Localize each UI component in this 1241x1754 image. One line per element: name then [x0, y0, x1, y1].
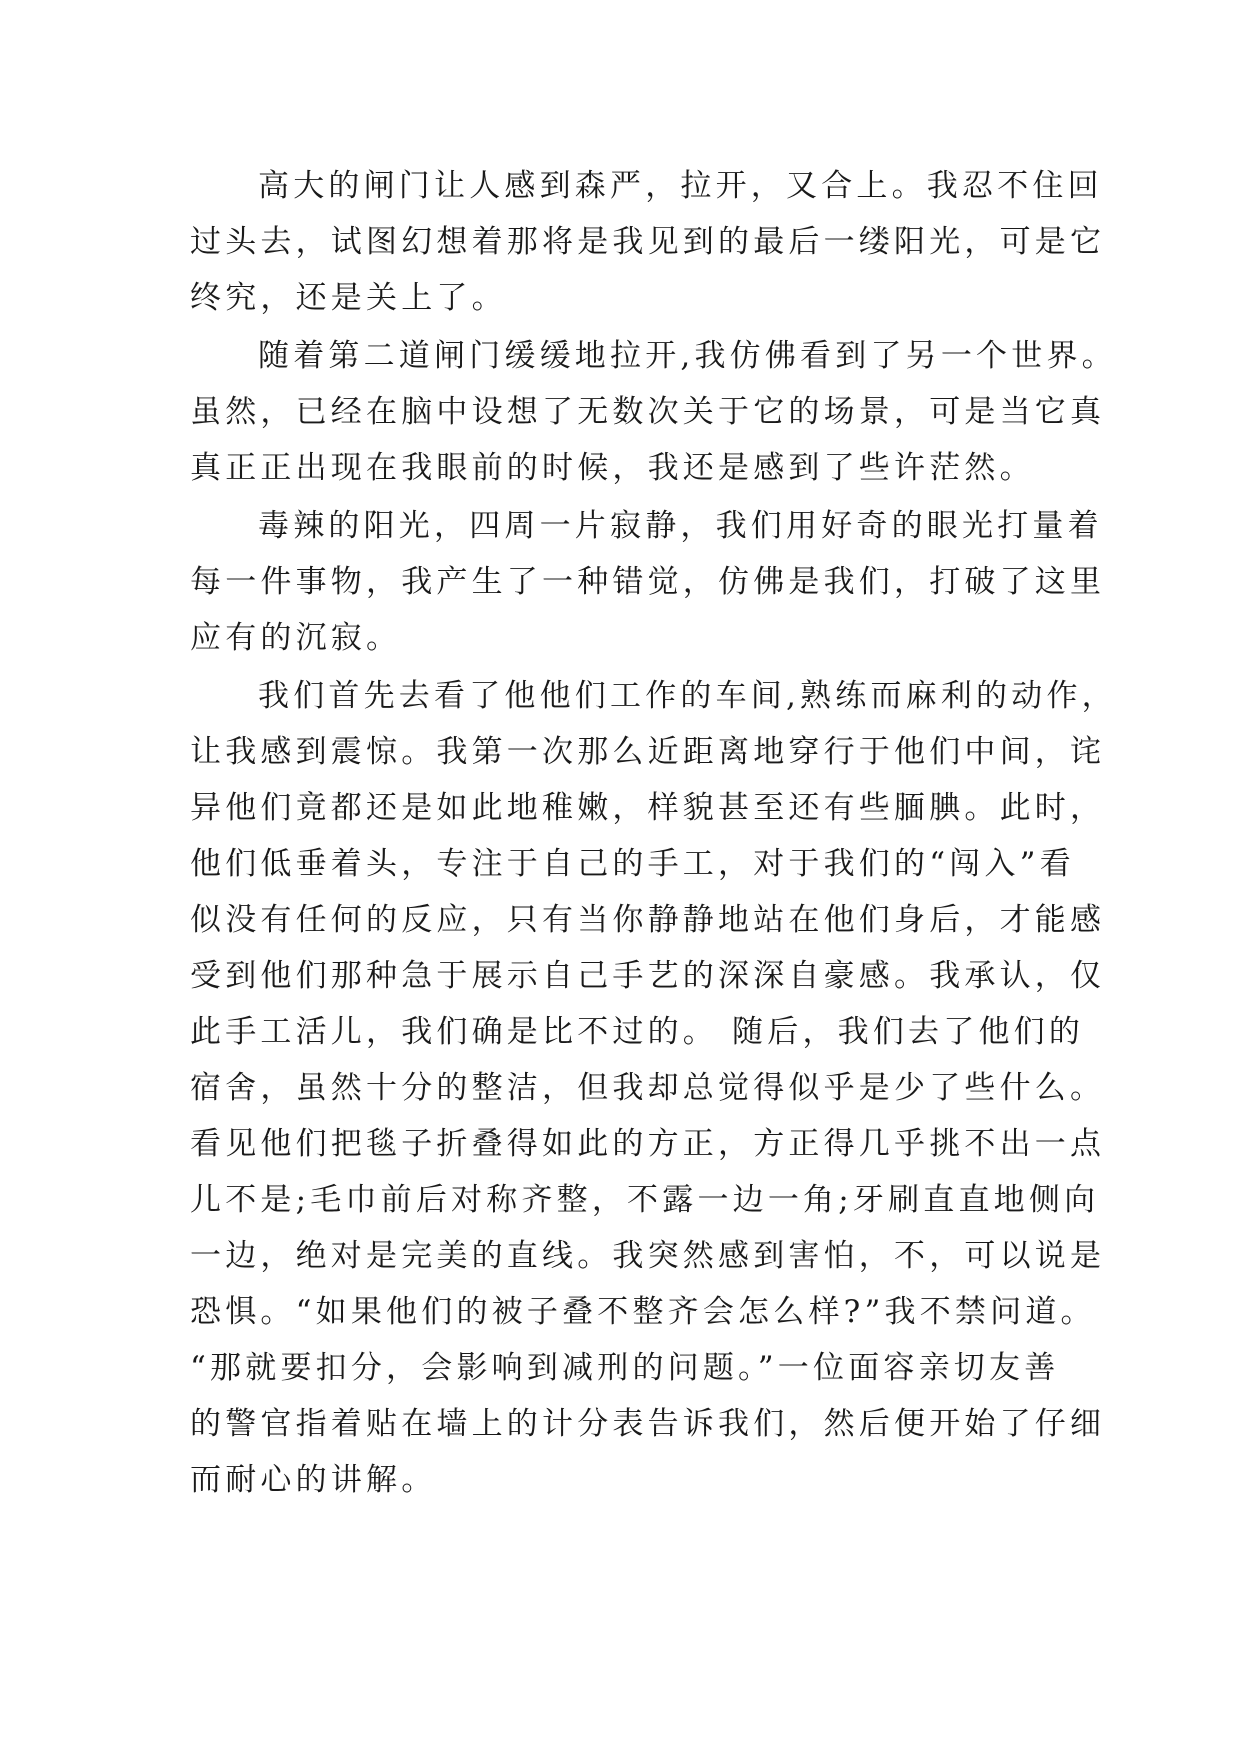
text-line: 随着第二道闸门缓缓地拉开,我仿佛看到了另一个世界。: [258, 338, 1117, 374]
text-line: 的警官指着贴在墙上的计分表告诉我们，然后便开始了仔细: [190, 1406, 1106, 1442]
text-line: 儿不是;毛巾前后对称齐整，不露一边一角;牙刷直直地侧向: [190, 1182, 1100, 1218]
paragraph-1: [190, 158, 1106, 326]
text-line: 每一件事物，我产生了一种错觉，仿佛是我们，打破了这里: [190, 564, 1106, 600]
paragraph-4: [190, 668, 1117, 1508]
text-line: 此手工活儿，我们确是比不过的。 随后，我们去了他们的: [190, 1014, 1085, 1050]
text-line: 我们首先去看了他他们工作的车间,熟练而麻利的动作，: [258, 678, 1117, 714]
text-line: 过头去，试图幻想着那将是我见到的最后一缕阳光，可是它: [190, 224, 1106, 260]
text-line: 终究，还是关上了。: [190, 280, 507, 316]
text-line: 他们低垂着头，专注于自己的手工，对于我们的“闯入”看: [190, 846, 1075, 882]
text-line: 而耐心的讲解。: [190, 1462, 437, 1498]
text-line: 受到他们那种急于展示自己手艺的深深自豪感。我承认，仅: [190, 958, 1106, 994]
text-line: 虽然，已经在脑中设想了无数次关于它的场景，可是当它真: [190, 394, 1106, 430]
text-line: 让我感到震惊。我第一次那么近距离地穿行于他们中间，诧: [190, 734, 1106, 770]
text-line: 宿舍，虽然十分的整洁，但我却总觉得似乎是少了些什么。: [190, 1070, 1106, 1106]
text-line: 似没有任何的反应，只有当你静静地站在他们身后，才能感: [190, 902, 1106, 938]
text-line: 真正正出现在我眼前的时候，我还是感到了些许茫然。: [190, 450, 1035, 486]
text-line: 高大的闸门让人感到森严，拉开，又合上。我忍不住回: [258, 168, 1103, 204]
text-line: 毒辣的阳光，四周一片寂静，我们用好奇的眼光打量着: [258, 508, 1103, 544]
text-line: 应有的沉寂。: [190, 620, 402, 656]
text-line: “那就要扣分，会影响到减刑的问题。”一位面容亲切友善: [190, 1350, 1060, 1386]
text-line: 异他们竟都还是如此地稚嫩，样貌甚至还有些腼腆。此时，: [190, 790, 1106, 826]
paragraph-3: [190, 498, 1106, 666]
paragraph-2: [190, 328, 1117, 496]
document-body: [190, 158, 1117, 1510]
text-line: 一边，绝对是完美的直线。我突然感到害怕，不，可以说是: [190, 1238, 1106, 1274]
text-line: 恐惧。“如果他们的被子叠不整齐会怎么样?”我不禁问道。: [190, 1294, 1096, 1330]
text-line: 看见他们把毯子折叠得如此的方正，方正得几乎挑不出一点: [190, 1126, 1106, 1162]
